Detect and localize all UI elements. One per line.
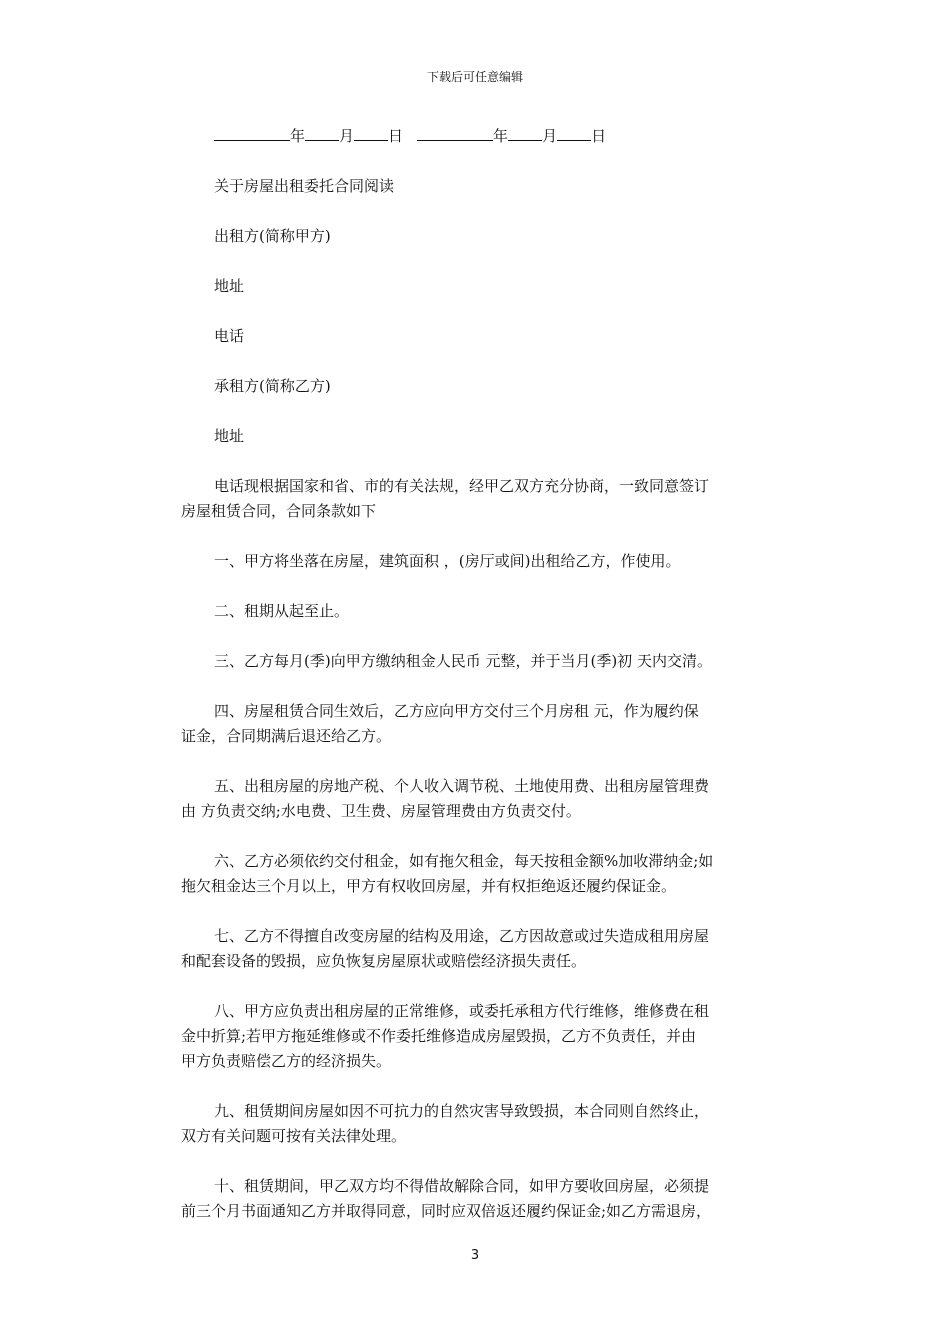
clause-line: 八、甲方应负责出租房屋的正常维修，或委托承租方代行维修，维修费在租 xyxy=(214,1002,710,1020)
day-label: 日 xyxy=(388,127,404,145)
page-number: 3 xyxy=(470,1248,480,1263)
clause-line: 十、租赁期间，甲乙双方均不得借故解除合同，如甲方要收回房屋，必须提 xyxy=(214,1177,710,1195)
day-blank xyxy=(354,125,388,141)
clause-line: 五、出租房屋的房地产税、个人收入调节税、土地使用费、出租房屋管理费 xyxy=(214,777,710,795)
clause-line: 房屋租赁合同，合同条款如下 xyxy=(181,502,377,520)
day-blank-2 xyxy=(557,125,591,141)
lessor-phone: 电话 xyxy=(214,327,245,345)
day-label-2: 日 xyxy=(591,127,607,145)
clause-line: 前三个月书面通知乙方并取得同意，同时应双倍返还履约保证金;如乙方需退房， xyxy=(181,1202,712,1220)
page-header: 下载后可任意编辑 xyxy=(426,70,523,84)
clause-line: 证金，合同期满后退还给乙方。 xyxy=(181,727,392,745)
contract-clause xyxy=(181,1174,781,1224)
contract-clause xyxy=(181,774,781,824)
clause-line: 七、乙方不得擅自改变房屋的结构及用途，乙方因故意或过失造成租用房屋 xyxy=(214,927,710,945)
clause-line: 三、乙方每月(季)向甲方缴纳租金人民币 元整，并于当月(季)初 天内交清。 xyxy=(214,652,712,670)
clause-line: 由 方负责交纳;水电费、卫生费、房屋管理费由方负责交付。 xyxy=(181,802,581,820)
contract-clause xyxy=(181,1099,781,1149)
year-blank-2 xyxy=(417,125,493,141)
contract-clause xyxy=(181,474,781,524)
contract-clause xyxy=(181,849,781,899)
lessor-label: 出租方(简称甲方) xyxy=(214,227,331,245)
contract-clause xyxy=(181,699,781,749)
contract-clause xyxy=(181,549,781,574)
clause-line: 双方有关问题可按有关法律处理。 xyxy=(181,1127,407,1145)
contract-clause xyxy=(181,599,781,624)
month-blank-2 xyxy=(508,125,542,141)
contract-clause xyxy=(181,924,781,974)
clause-line: 四、房屋租赁合同生效后，乙方应向甲方交付三个月房租 元，作为履约保 xyxy=(214,702,699,720)
clause-line: 九、租赁期间房屋如因不可抗力的自然灾害导致毁损，本合同则自然终止， xyxy=(214,1102,710,1120)
lessee-label: 承租方(简称乙方) xyxy=(214,377,331,395)
month-label-2: 月 xyxy=(542,127,558,145)
lessee-address: 地址 xyxy=(214,427,245,445)
contract-clauses xyxy=(181,474,781,1224)
document-title: 关于房屋出租委托合同阅读 xyxy=(214,177,395,195)
year-label: 年 xyxy=(290,127,306,145)
clause-line: 二、租期从起至止。 xyxy=(214,602,350,620)
document-body xyxy=(181,124,781,1249)
clause-line: 电话现根据国家和省、市的有关法规，经甲乙双方充分协商，一致同意签订 xyxy=(214,477,710,495)
clause-line: 甲方负责赔偿乙方的经济损失。 xyxy=(181,1052,392,1070)
clause-line: 一、甲方将坐落在房屋，建筑面积 ，(房厅或间)出租给乙方，作使用。 xyxy=(214,552,681,570)
year-label-2: 年 xyxy=(493,127,509,145)
contract-clause xyxy=(181,999,781,1074)
clause-line: 拖欠租金达三个月以上，甲方有权收回房屋，并有权拒绝返还履约保证金。 xyxy=(181,877,677,895)
month-label: 月 xyxy=(339,127,355,145)
clause-line: 和配套设备的毁损，应负恢复房屋原状或赔偿经济损失责任。 xyxy=(181,952,587,970)
clause-line: 六、乙方必须依约交付租金，如有拖欠租金，每天按租金额%加收滞纳金;如 xyxy=(214,852,714,870)
clause-line: 金中折算;若甲方拖延维修或不作委托维修造成房屋毁损，乙方不负责任，并由 xyxy=(181,1027,697,1045)
month-blank xyxy=(305,125,339,141)
contract-clause xyxy=(181,649,781,674)
signature-date-row xyxy=(181,124,781,149)
year-blank xyxy=(214,125,290,141)
lessor-address: 地址 xyxy=(214,277,245,295)
